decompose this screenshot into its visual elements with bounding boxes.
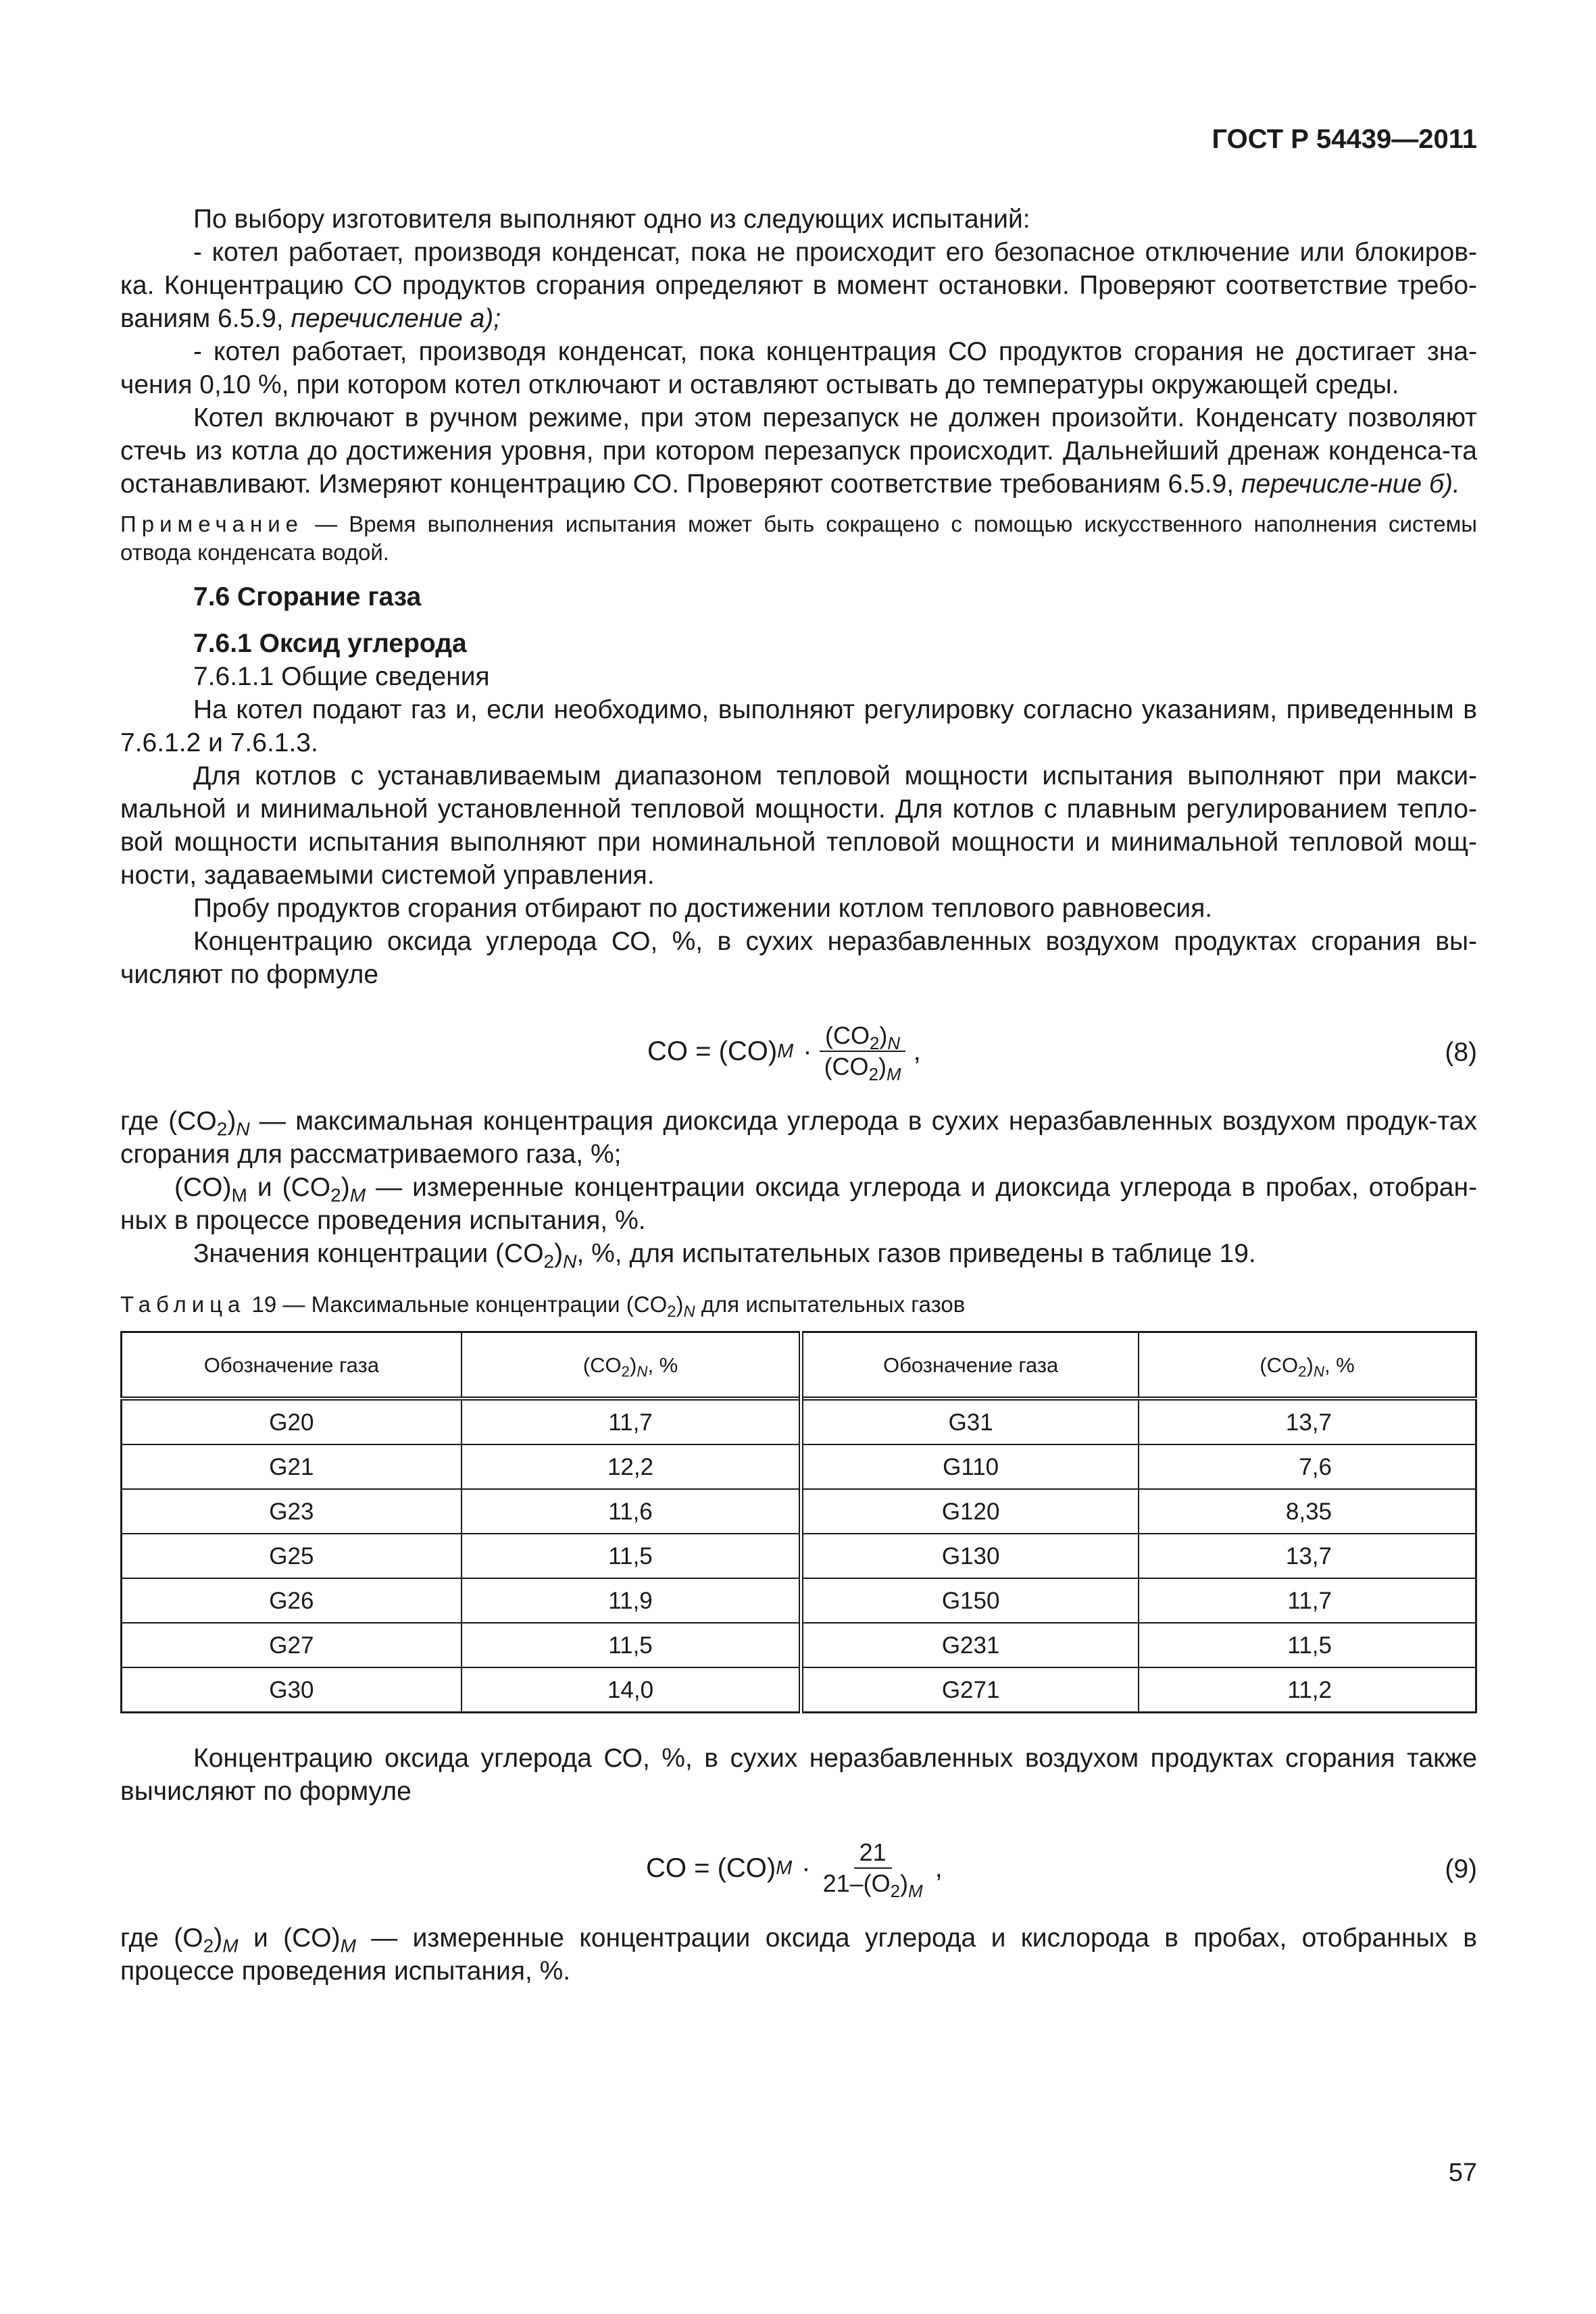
formula-8 <box>120 1006 1477 1092</box>
definition <box>120 1105 1477 1171</box>
fraction-denominator <box>818 1869 928 1901</box>
header-gas-designation: Обозначение газа <box>122 1332 462 1399</box>
den-index: M <box>908 1882 923 1901</box>
cell-co2-value: 12,2 <box>462 1444 801 1489</box>
caption-text: ) <box>676 1292 684 1317</box>
cell-gas-designation: G21 <box>122 1444 462 1489</box>
cell-gas-designation: G27 <box>122 1623 462 1667</box>
paragraph: Концентрацию оксида углерода СО, %, в сухих неразбавленных воздухом продуктах сгорания также вычисляют по формуле <box>120 1744 1477 1806</box>
page-content <box>120 203 1477 1988</box>
definition <box>120 1171 1477 1237</box>
formula-tail: , <box>913 1036 921 1066</box>
num-sub: 2 <box>870 1034 880 1053</box>
paragraph: - котел работает, производя конденсат, пока концентрация СО продуктов сгорания не достигает зна-чения 0,10 %, при котором котел отключают и оставляют остывать до температуры окружающей среды. <box>120 337 1477 399</box>
paragraph <box>120 236 1477 335</box>
table-row <box>122 1399 1476 1444</box>
cell-co2-value: 13,7 <box>1139 1399 1476 1444</box>
definition <box>120 1921 1477 1988</box>
cell-gas-designation: G110 <box>801 1444 1139 1489</box>
formula-lhs: CO = (CO) <box>646 1853 776 1883</box>
den-close: ) <box>900 1869 909 1897</box>
paragraph: Для котлов с устанавливаемым диапазоном тепловой мощности испытания выполняют при макси-мальной и минимальной установленной тепловой мощности. Для котлов с плавным регулированием тепло-вой мощности испытания выполняют при номинальной тепловой мощности и минимальной тепловой мощ-ности, задаваемыми системой управления. <box>120 761 1477 890</box>
formula-dot: · <box>801 1853 811 1883</box>
formula-expression: CO = (CO) M · $\frac{21}{21-(O_2)_M}$ , <box>646 1838 943 1901</box>
def-sub: M <box>349 1184 366 1206</box>
den-index: M <box>886 1065 901 1084</box>
cell-co2-value: 11,6 <box>462 1489 801 1534</box>
table-caption <box>120 1290 1477 1322</box>
formula-number: (9) <box>1445 1855 1477 1884</box>
caption-label: Таблица <box>120 1292 246 1317</box>
paragraph <box>120 401 1477 501</box>
paragraph: Концентрацию оксида углерода СО, %, в сухих неразбавленных воздухом продуктах сгорания вы-числяют по формуле <box>120 927 1477 989</box>
cell-co2-value: 11,5 <box>462 1623 801 1667</box>
cell-co2-value: 14,0 <box>462 1667 801 1713</box>
def-sub: M <box>222 1935 239 1957</box>
cell-gas-designation: G26 <box>122 1578 462 1623</box>
fraction-denominator <box>819 1052 907 1082</box>
table-header-row <box>122 1332 1476 1399</box>
cell-co2-value: 13,7 <box>1139 1534 1476 1578</box>
def-text: где (CO <box>120 1107 217 1136</box>
cell-co2-value: 11,5 <box>1139 1623 1476 1667</box>
formula-dot: · <box>803 1036 812 1066</box>
caption-text: для испытательных газов <box>695 1292 966 1317</box>
def-text: — максимальная концентрация диоксида углерода в сухих неразбавленных воздухом продук-тах сгорания для рассматриваемого газа, %; <box>120 1107 1478 1169</box>
def-sub: 2 <box>203 1935 214 1957</box>
caption-sub: N <box>683 1303 695 1322</box>
note-text: — Время выполнения испытания может быть сокращено с помощью искусственного наполнения системы отвода конденсата водой. <box>120 511 1477 565</box>
section-heading: 7.6 Сгорание газа <box>193 582 422 611</box>
def-text: (CO) <box>174 1173 232 1202</box>
def-sub: M <box>231 1184 247 1206</box>
num-text: (CO <box>825 1022 870 1049</box>
cell-gas-designation: G120 <box>801 1489 1139 1534</box>
paragraph: На котел подают газ и, если необходимо, выполняют регулировку согласно указаниям, приведенным в 7.6.1.2 и 7.6.1.3. <box>120 695 1477 757</box>
note-label: Примечание <box>120 511 304 536</box>
paragraph-sub: 2 <box>543 1251 555 1272</box>
formula-9 <box>120 1823 1477 1909</box>
den-text: 21–(O <box>822 1869 891 1897</box>
standard-code: ГОСТ Р 54439—2011 <box>1212 124 1477 154</box>
def-text: — измеренные концентрации оксида углерода и диоксида углерода в пробах, отобран-ных в процессе проведения испытания, %. <box>120 1173 1478 1235</box>
table-row <box>122 1623 1476 1667</box>
def-sub: 2 <box>330 1184 341 1206</box>
cell-co2-value: 11,5 <box>462 1534 801 1578</box>
cell-gas-designation: G23 <box>122 1489 462 1534</box>
formula-tail: , <box>934 1853 943 1883</box>
paragraph-text: Котел включают в ручном режиме, при этом перезапуск не должен произойти. Конденсату позволяют стечь из котла до достижения уровня, при котором перезапуск происходит. Дальнейший дренаж конденса-та останавливают. Измеряют концентрацию СО. Проверяют соответствие требованиям 6.5.9, <box>120 403 1477 499</box>
num-index: N <box>887 1034 901 1053</box>
paragraph-sub: N <box>563 1251 577 1272</box>
header-co2: $(CO_2)_N$, % <box>462 1332 801 1399</box>
cell-co2-value: 7,6 <box>1139 1444 1476 1489</box>
table-row <box>122 1489 1476 1534</box>
cell-gas-designation: G150 <box>801 1578 1139 1623</box>
den-close: ) <box>878 1053 887 1080</box>
table-row <box>122 1667 1476 1713</box>
paragraph: Пробу продуктов сгорания отбирают по достижении котлом теплового равновесия. <box>193 894 1213 923</box>
formula-number: (8) <box>1445 1038 1477 1067</box>
subsection-heading: 7.6.1 Оксид углерода <box>193 629 467 658</box>
table-body <box>122 1399 1476 1713</box>
fraction-numerator: 21 <box>854 1838 892 1869</box>
fraction-numerator <box>820 1021 905 1052</box>
cell-co2-value: 11,7 <box>462 1399 801 1444</box>
cell-gas-designation: G31 <box>801 1399 1139 1444</box>
cell-gas-designation: G130 <box>801 1534 1139 1578</box>
cell-gas-designation: G30 <box>122 1667 462 1713</box>
table-row <box>122 1444 1476 1489</box>
cell-gas-designation: G25 <box>122 1534 462 1578</box>
def-sub: N <box>236 1118 250 1140</box>
table-row <box>122 1578 1476 1623</box>
def-text: где (O <box>120 1923 203 1953</box>
caption-text: 19 — Максимальные концентрации (CO <box>245 1292 668 1317</box>
gas-co2-table <box>120 1331 1477 1713</box>
cell-co2-value: 11,7 <box>1139 1578 1476 1623</box>
def-text: ) <box>341 1173 350 1202</box>
def-text: ) <box>227 1107 236 1136</box>
cell-gas-designation: G20 <box>122 1399 462 1444</box>
table-row <box>122 1534 1476 1578</box>
paragraph: По выбору изготовителя выполняют одно из следующих испытаний: <box>193 205 1030 234</box>
def-sub: M <box>340 1935 356 1957</box>
def-text: и (CO <box>247 1173 331 1202</box>
formula-lhs: CO = (CO) <box>647 1036 778 1066</box>
den-sub: 2 <box>868 1065 878 1084</box>
note <box>120 510 1477 567</box>
def-text: — измеренные концентрации оксида углерода и кислорода в пробах, отобранных в процессе проведения испытания, %. <box>120 1923 1477 1986</box>
page-number: 57 <box>1448 2159 1477 2187</box>
formula-fraction <box>818 1838 928 1901</box>
header-co2: $(CO_2)_N$, % <box>1139 1332 1476 1399</box>
def-sub: 2 <box>216 1118 228 1140</box>
header-gas-designation: Обозначение газа <box>801 1332 1139 1399</box>
paragraph-text: Значения концентрации (CO <box>193 1239 544 1268</box>
formula-fraction <box>819 1021 907 1082</box>
paragraph-text: - котел работает, производя конденсат, пока не происходит его безопасное отключение или блокиров-ка. Концентрацию СО продуктов сгорания определяют в момент остановки. Проверяют соответствие требо-ваниям 6.5.9, <box>120 238 1477 333</box>
def-text: ) <box>214 1923 223 1953</box>
cell-co2-value: 8,35 <box>1139 1489 1476 1534</box>
formula-expression: CO = (CO) M · $\frac{(CO_2)_N}{(CO_2)_M}$ , <box>647 1022 921 1084</box>
paragraph-text: ) <box>554 1239 564 1268</box>
def-text: и (CO) <box>238 1923 341 1953</box>
cell-gas-designation: G231 <box>801 1623 1139 1667</box>
cell-co2-value: 11,2 <box>1139 1667 1476 1713</box>
reference-italic: перечисле-ние б). <box>1241 470 1460 499</box>
reference-italic: перечисление а); <box>291 304 501 333</box>
paragraph <box>120 1237 1477 1270</box>
den-text: (CO <box>824 1053 869 1080</box>
paragraph-text: , %, для испытательных газов приведены в таблице 19. <box>576 1239 1256 1268</box>
num-close: ) <box>879 1022 888 1049</box>
den-sub: 2 <box>890 1882 901 1901</box>
cell-co2-value: 11,9 <box>462 1578 801 1623</box>
cell-gas-designation: G271 <box>801 1667 1139 1713</box>
caption-sub: 2 <box>667 1303 676 1322</box>
subsubsection-heading: 7.6.1.1 Общие сведения <box>193 662 490 691</box>
document-page <box>120 0 1477 2314</box>
